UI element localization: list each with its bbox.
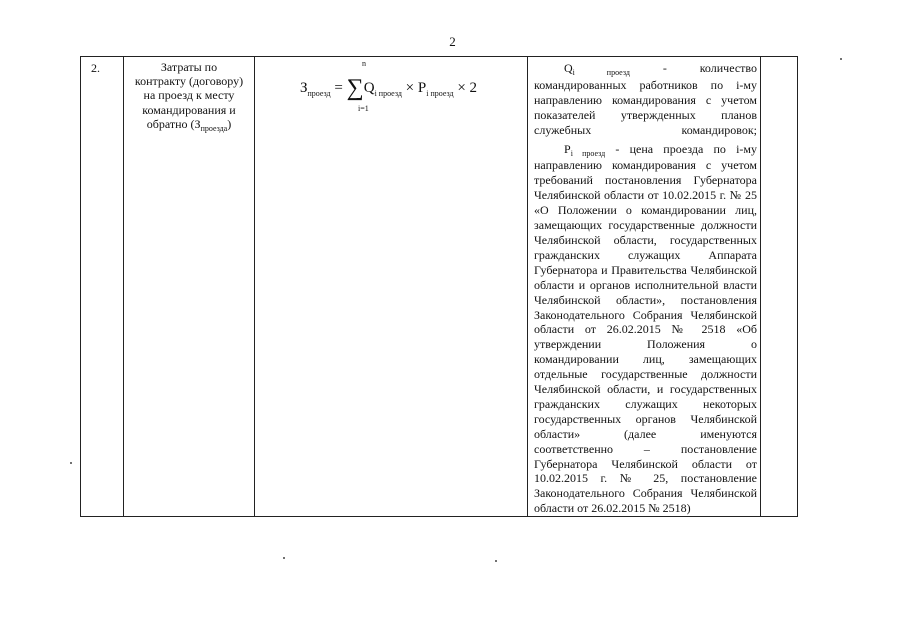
expense-symbol-subscript: проезда [200,123,228,133]
expense-name-line: командирования и [142,102,236,117]
price-description-line: Челябинской области от 10.02.2015 г. [534,456,758,486]
table-row [81,57,798,517]
expense-name [124,57,254,133]
scan-speck [840,58,842,60]
description-cell [528,57,761,517]
price-description-line: должности Челябинской области, [534,218,757,247]
price-description-line: Челябинской области, и [534,382,664,397]
expense-name-cell [124,57,255,517]
row-number: 2. [91,61,100,75]
price-description-line: № 25, постановление Законодательного [534,471,757,501]
price-description-symbol-subscript: i проезд [570,148,606,158]
expense-name-last-prefix: обратно ( [146,116,195,131]
price-description-line: Челябинской области от 10.02.2015 г. [534,188,727,203]
scan-speck [283,557,285,559]
price-description-line: лиц, замещающих государственные [534,203,757,233]
price-description-line: Челябинской области», постановления [534,292,757,307]
sum-symbol: ∑ [346,75,364,101]
price-description-line: Челябинской области от 26.02.2015 [534,307,757,337]
expense-name-line: на проезд к месту [143,88,235,103]
expense-name-line: Затраты по [160,60,218,74]
quantity-description-line: командированных работников по i-му [534,77,757,92]
price-description-line: служащих некоторых государственных [534,396,757,426]
scan-speck [495,560,497,562]
quantity-description-symbol: Q [564,61,573,75]
quantity-description-line: направлению командирования с учетом [534,92,757,107]
page-number: 2 [449,34,456,49]
price-description-line: № 2518 «Об утверждении Положения о [534,322,758,352]
quantity-description-symbol-subscript: i проезд [572,68,630,77]
price-description-line: направлению командирования с учетом [534,158,757,173]
scan-speck [70,462,72,464]
formula-expression [300,72,477,99]
price-description-line: служащих Аппарата Губернатора и [534,247,757,277]
expense-name-last-suffix: ) [227,116,232,131]
quantity-description-line: служебных командировок; [534,122,757,137]
empty-cell [761,57,798,517]
price-description-line: органов Челябинской области» (далее [534,411,757,441]
price-description-line: от 26.02.2015 № 2518) [577,501,691,516]
price-description-line: Законодательного Собрания [534,307,683,322]
formula-p: P [417,80,427,96]
formula-times: × [405,80,415,96]
row-number-cell [81,57,124,517]
price-description-line: государственных гражданских [534,232,757,262]
price-description-line: командировании лиц, замещающих [534,352,757,367]
price-description-line: постановление Губернатора [534,441,757,471]
sum-lower-limit: i=1 [358,104,369,113]
formula-lhs-subscript: проезд [307,89,331,98]
formula-q: Q [363,80,375,96]
price-description-line: № 25 «О Положении о командировании [534,188,758,218]
price-description-line: именуются соответственно – [534,426,757,456]
price-description-line: Правительства Челябинской области и [534,262,757,292]
quantity-description-line: - количество [662,61,757,75]
sum-upper-limit: n [362,59,366,68]
price-description-line: Собрания Челябинской области [534,486,757,516]
formula-q-subscript: i проезд [374,89,402,98]
price-description-symbol: P [564,141,571,156]
formula-equals: = [334,80,343,96]
price-description-line: государственных гражданских [534,382,757,411]
expense-symbol: З [194,116,201,131]
cost-formula [255,57,527,117]
formula-times-two: × 2 [457,80,478,96]
expense-table [80,56,798,517]
price-description-line: органов исполнительной власти [589,277,758,292]
price-description-line: - цена проезда по i-му [615,141,757,156]
formula-p-subscript: i проезд [426,89,454,98]
description-paragraph-price [528,138,760,517]
expense-name-line: контракту (договору) [134,74,244,89]
formula-cell [255,57,528,517]
quantity-description-line: показателей утвержденных планов [534,107,757,122]
price-description-line: требований постановления Губернатора [534,173,757,188]
price-description-line: отдельные государственные должности [534,367,757,382]
formula-lhs: З [300,80,308,96]
description-paragraph-quantity [528,57,760,138]
